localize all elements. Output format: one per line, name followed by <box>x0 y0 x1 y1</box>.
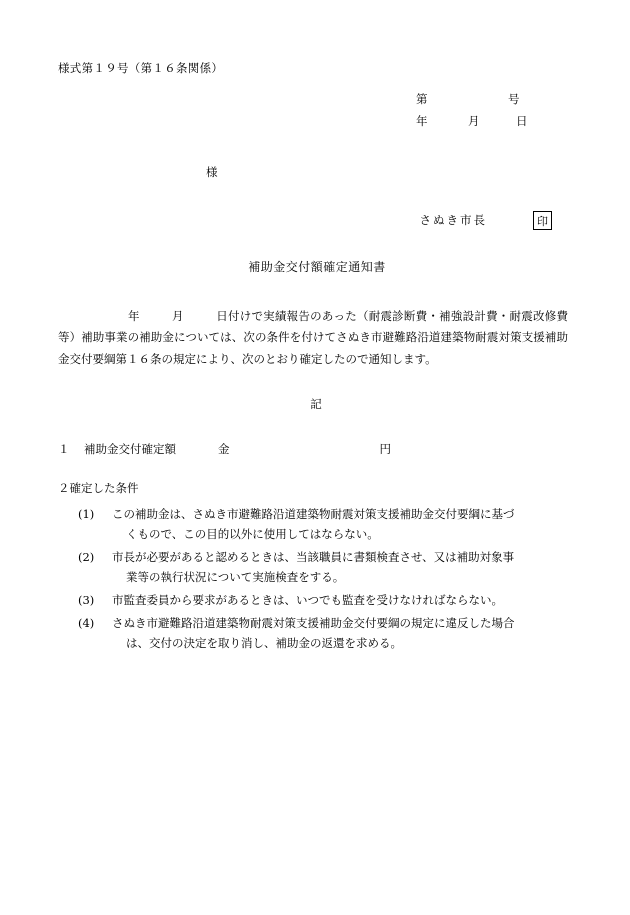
condition-3-line1: 市監査委員から要求があるときは、いつでも監査を受けなければならない。 <box>112 593 503 608</box>
item-1-unit: 円 <box>379 442 391 457</box>
form-number: 様式第１９号（第１６条関係） <box>58 61 224 75</box>
date-month-label: 月 <box>468 113 480 128</box>
list-item <box>58 504 568 544</box>
item-1-amount-label: 金 <box>218 442 230 457</box>
issuer-block <box>58 211 568 230</box>
condition-2-number: (2) <box>78 549 95 564</box>
body-year-label: 年 <box>128 309 140 323</box>
condition-2-text <box>112 547 568 587</box>
condition-4-number: (4) <box>78 616 95 631</box>
ki-heading: 記 <box>310 396 322 411</box>
item-1-number: １ <box>58 442 70 457</box>
condition-2-line2: 業等の執行状況について実施検査をする。 <box>126 569 345 584</box>
reference-number-label: 第 <box>416 92 428 107</box>
item-1-label: 補助金交付確定額 <box>84 442 176 457</box>
condition-1-line2: くもので、この目的以外に使用してはならない。 <box>126 526 379 541</box>
date-day-label: 日 <box>516 113 528 128</box>
reference-number-suffix: 号 <box>508 92 520 107</box>
condition-1-number: (1) <box>78 506 95 521</box>
condition-4-line1: さぬき市避難路沿道建築物耐震対策支援補助金交付要綱の規定に違反した場合 <box>112 616 515 631</box>
body-text: 日付けで実績報告のあった（耐震診断費・補強設計費・耐震改修費等）補助事業の補助金については、次の条件を付けてさぬき市避難路沿道建築物耐震対策支援補助金交付要綱第１６条の規定により、次のとおり確定したので通知します。 <box>58 309 568 366</box>
list-item <box>58 547 568 587</box>
condition-4-text <box>112 613 568 653</box>
list-item <box>58 613 568 653</box>
issuer-name: さぬき市長 <box>419 212 487 227</box>
body-month-label: 月 <box>172 309 184 323</box>
body-paragraph <box>58 306 568 370</box>
date-year-label: 年 <box>416 113 428 128</box>
item-1 <box>58 441 568 458</box>
condition-4-line2: は、交付の決定を取り消し、補助金の返還を求める。 <box>126 636 402 651</box>
item-2 <box>58 480 568 497</box>
condition-3-number: (3) <box>78 593 95 608</box>
conditions-list <box>58 504 568 654</box>
condition-2-line1: 市長が必要があると認めるときは、当該職員に書類検査させ、又は補助対象事 <box>112 549 515 564</box>
date-line <box>58 113 568 130</box>
condition-1-line1: この補助金は、さぬき市避難路沿道建築物耐震対策支援補助金交付要綱に基づ <box>112 506 515 521</box>
addressee-honorific: 様 <box>206 164 219 179</box>
list-item <box>58 590 568 610</box>
page-title: 補助金交付額確定通知書 <box>248 260 386 274</box>
item-2-label: 確定した条件 <box>69 481 139 496</box>
condition-1-text <box>112 504 568 544</box>
seal-stamp-icon: 印 <box>533 211 552 230</box>
condition-3-text <box>112 590 568 610</box>
reference-number-line <box>58 91 568 108</box>
item-2-number: ２ <box>58 481 70 496</box>
